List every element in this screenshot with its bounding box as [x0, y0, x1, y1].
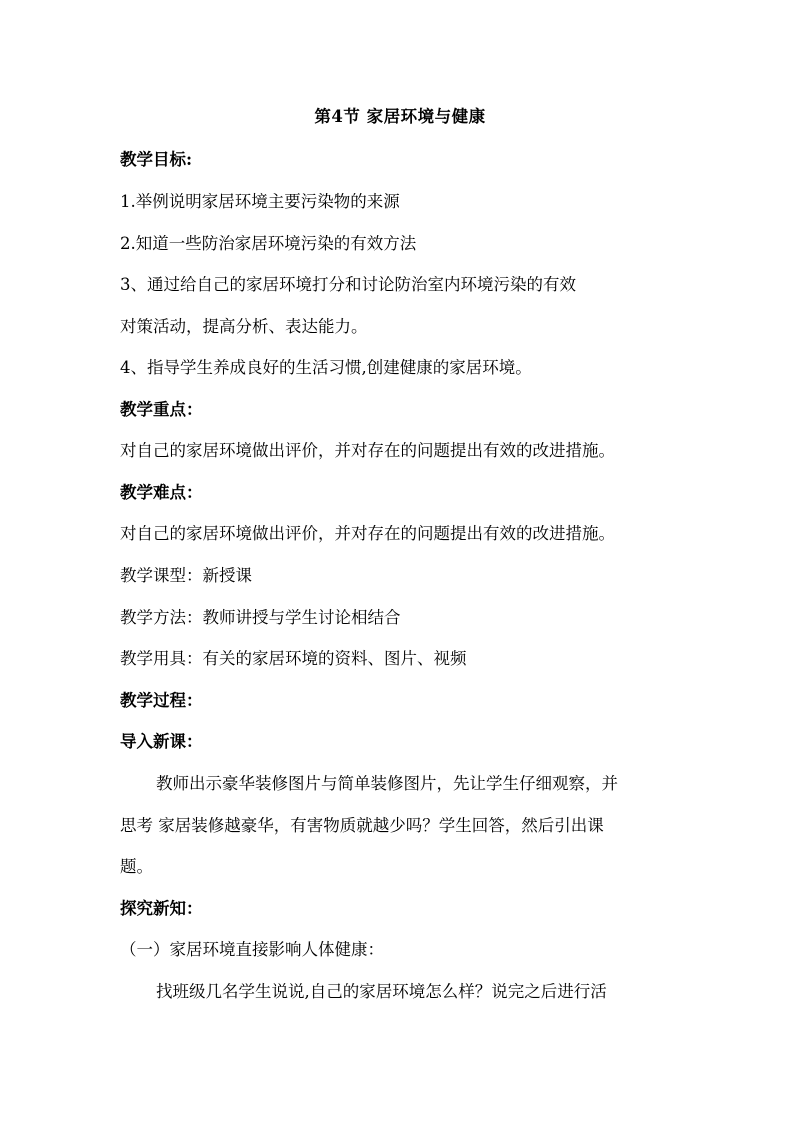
difficult-point-heading: 教学难点：: [120, 483, 203, 502]
goal-item-4: 4、指导学生养成良好的生活习惯,创建健康的家居环境。: [120, 358, 532, 377]
introduction-paragraph-line-2: 思考 家居装修越豪华，有害物质就越少吗？学生回答，然后引出课: [120, 816, 604, 835]
explore-heading: 探究新知：: [120, 899, 203, 918]
goal-item-2: 2.知道一些防治家居环境污染的有效方法: [120, 234, 417, 253]
document-title: 第4节 家居环境与健康: [314, 107, 486, 126]
section-one-paragraph: 找班级几名学生说说,自己的家居环境怎么样？说完之后进行活: [156, 982, 607, 1001]
teaching-goals-heading: 教学目标:: [120, 150, 193, 169]
lesson-type: 教学课型：新授课: [120, 566, 252, 585]
teaching-method: 教学方法：教师讲授与学生讨论相结合: [120, 608, 401, 627]
introduction-paragraph-line-1: 教师出示豪华装修图片与简单装修图片，先让学生仔细观察，并: [156, 774, 618, 793]
teaching-process-heading: 教学过程：: [120, 691, 203, 710]
goal-item-1: 1.举例说明家居环境主要污染物的来源: [120, 192, 400, 211]
key-point-text: 对自己的家居环境做出评价，并对存在的问题提出有效的改进措施。: [120, 441, 615, 460]
introduction-paragraph-line-3: 题。: [120, 857, 153, 876]
introduction-heading: 导入新课：: [120, 732, 203, 751]
goal-item-3-line-2: 对策活动，提高分析、表达能力。: [120, 317, 368, 336]
difficult-point-text: 对自己的家居环境做出评价，并对存在的问题提出有效的改进措施。: [120, 524, 615, 543]
goal-item-3-line-1: 3、通过给自己的家居环境打分和讨论防治室内环境污染的有效: [120, 275, 576, 294]
key-point-heading: 教学重点：: [120, 400, 203, 419]
teaching-tools: 教学用具：有关的家居环境的资料、图片、视频: [120, 649, 467, 668]
section-one-heading: （一）家居环境直接影响人体健康：: [120, 940, 384, 959]
